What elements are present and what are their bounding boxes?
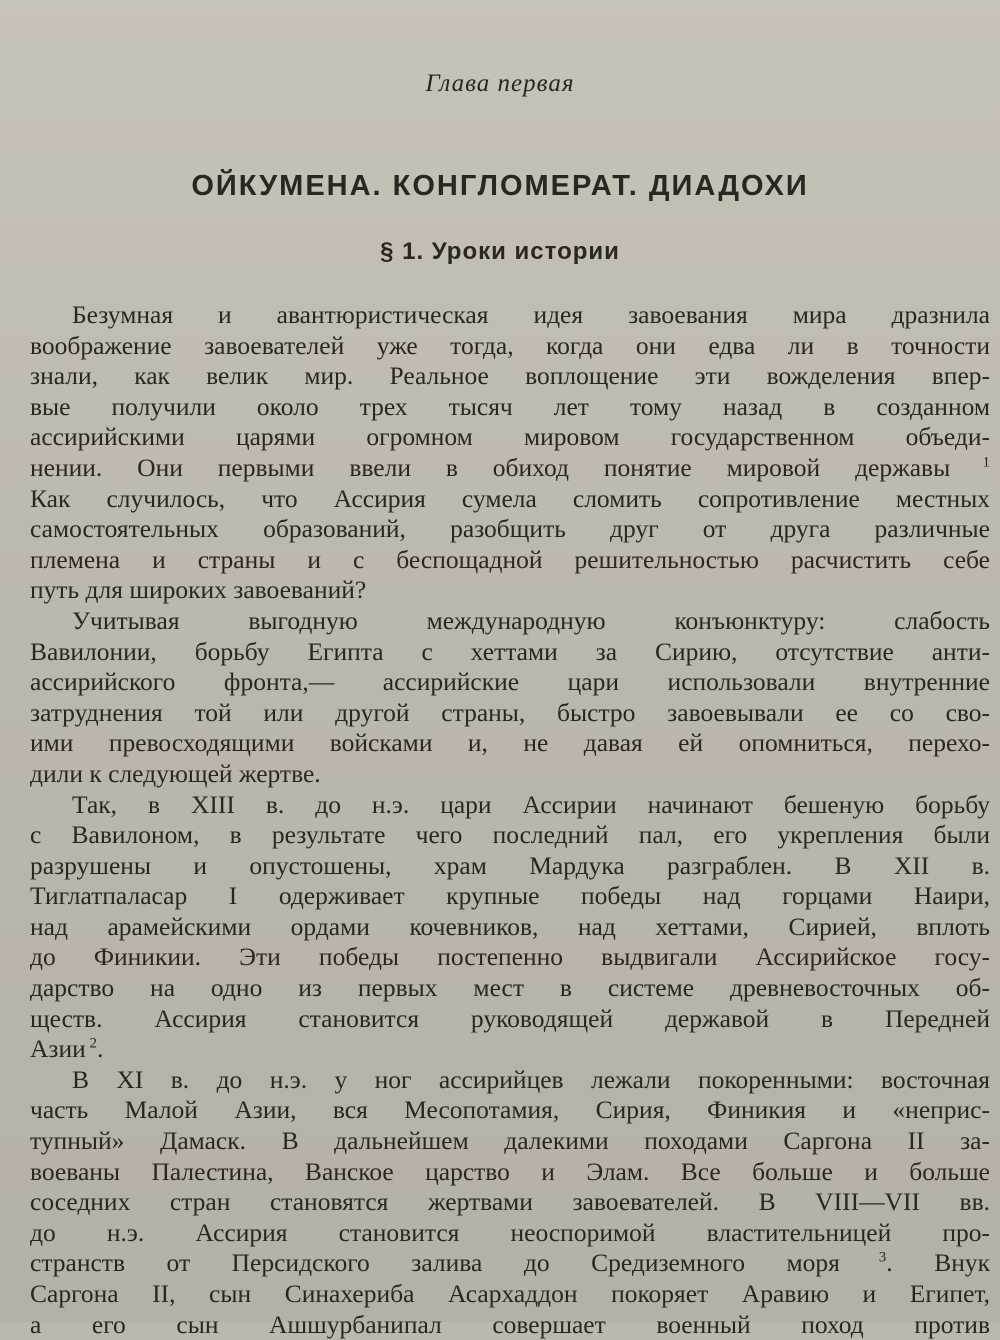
footnote-marker: 1 bbox=[950, 454, 990, 471]
text-line bbox=[30, 1065, 990, 1096]
text-line bbox=[30, 361, 990, 392]
text-line-content: Вавилонии, борьбу Египта с хеттами за Сирию, отсутствие анти- bbox=[30, 636, 990, 666]
text-line-content: Саргона II, сын Синахериба Асархаддон покоряет Аравию и Египет, bbox=[30, 1279, 990, 1308]
text-line-content: разрушены и опустошены, храм Мардука разграблен. В XII в. bbox=[30, 850, 990, 880]
text-line bbox=[30, 453, 990, 484]
text-line-content: странств от Персидского залива до Средиземного моря bbox=[30, 1248, 840, 1278]
text-line bbox=[30, 912, 990, 943]
text-line bbox=[30, 1310, 990, 1340]
text-line-content: самостоятельных образований, разобщить друг от друга различные bbox=[30, 514, 990, 544]
text-line bbox=[30, 1126, 990, 1157]
text-line-content: Как случилось, что Ассирия сумела сломить сопротивление местных bbox=[30, 483, 990, 513]
text-line bbox=[30, 881, 990, 912]
text-line-content: до н.э. Ассирия становится неоспоримой властительницей про- bbox=[30, 1217, 990, 1247]
text-line-content: ассирийскими царями огромном мировом государственном объеди- bbox=[30, 422, 990, 452]
text-line-content: соседних стран становятся жертвами завоевателей. В VIII—VII вв. bbox=[30, 1187, 990, 1217]
text-line bbox=[30, 1004, 990, 1035]
text-line bbox=[30, 300, 990, 331]
text-line bbox=[30, 851, 990, 882]
text-line-content: с Вавилоном, в результате чего последний пал, его укрепления были bbox=[30, 820, 990, 850]
text-line bbox=[30, 1157, 990, 1188]
text-line bbox=[30, 545, 990, 576]
text-line-content: В XI в. до н.э. у ног ассирийцев лежали покоренными: восточная bbox=[72, 1064, 990, 1094]
text-line-content: Учитывая выгодную международную конъюнктуру: слабость bbox=[72, 605, 990, 635]
text-line-content: над арамейскими ордами кочевников, над хеттами, Сирией, вплоть bbox=[30, 911, 990, 941]
main-title: ОЙКУМЕНА. КОНГЛОМЕРАТ. ДИАДОХИ bbox=[191, 170, 809, 202]
text-line-tail: . bbox=[97, 1034, 104, 1064]
text-line bbox=[30, 637, 990, 668]
text-line bbox=[30, 484, 990, 515]
text-line bbox=[30, 1279, 990, 1310]
text-line bbox=[30, 575, 990, 606]
text-line bbox=[30, 1034, 990, 1065]
text-line bbox=[30, 1187, 990, 1218]
text-line bbox=[30, 1095, 990, 1126]
text-line-content: Безумная и авантюристическая идея завоевания мира дразнила bbox=[72, 300, 990, 329]
text-line-content: тупный» Дамаск. В дальнейшем далекими походами Саргона II за- bbox=[30, 1126, 990, 1156]
text-line-content: дили к следующей жертве. bbox=[30, 758, 321, 788]
text-line-content: нении. Они первыми ввели в обиход понятие мировой державы bbox=[30, 452, 951, 482]
text-line-content: воображение завоевателей уже тогда, когда они едва ли в точности bbox=[30, 330, 990, 360]
text-line-content: ществ. Ассирия становится руководящей державой в Передней bbox=[30, 1003, 990, 1033]
text-line-content: дарство на одно из первых мест в системе древневосточных об- bbox=[30, 973, 990, 1003]
text-line-content: до Финикии. Эти победы постепенно выдвигали Ассирийское госу- bbox=[30, 942, 990, 972]
body-text bbox=[30, 300, 990, 1340]
footnote-marker: 2 bbox=[85, 1035, 98, 1052]
section-title: § 1. Уроки истории bbox=[380, 238, 620, 265]
text-line-content: путь для широких завоеваний? bbox=[30, 575, 367, 605]
text-line bbox=[30, 1248, 990, 1279]
text-line-content: Азии bbox=[30, 1034, 86, 1064]
text-line-content: ими превосходящими войсками и, не давая ей опомниться, перехо- bbox=[30, 728, 990, 758]
text-line-content: воеваны Палестина, Ванское царство и Элам. Все больше и больше bbox=[30, 1156, 990, 1186]
text-line bbox=[30, 728, 990, 759]
text-line-content: затруднения той или другой страны, быстро завоевывали ее со сво- bbox=[30, 697, 990, 727]
text-line bbox=[30, 698, 990, 729]
text-line bbox=[30, 942, 990, 973]
text-line-content: а его сын Ашшурбанипал совершает военный поход против bbox=[30, 1309, 990, 1339]
text-line-tail: . Внук bbox=[886, 1248, 990, 1278]
text-line bbox=[30, 790, 990, 821]
text-line bbox=[30, 1218, 990, 1249]
text-line-content: Так, в XIII в. до н.э. цари Ассирии начинают бешеную борьбу bbox=[72, 789, 990, 819]
text-line-content: ассирийского фронта,— ассирийские цари использовали внутренние bbox=[30, 667, 990, 697]
text-line bbox=[30, 759, 990, 790]
footnote-marker: 3 bbox=[839, 1249, 887, 1266]
text-line bbox=[30, 973, 990, 1004]
text-line bbox=[30, 606, 990, 637]
text-line bbox=[30, 331, 990, 362]
text-line bbox=[30, 392, 990, 423]
text-line bbox=[30, 514, 990, 545]
text-line-content: знали, как велик мир. Реальное воплощение эти вожделения впер- bbox=[30, 361, 990, 391]
text-line bbox=[30, 820, 990, 851]
chapter-heading: Глава первая bbox=[425, 70, 575, 97]
text-line-content: вые получили около трех тысяч лет тому назад в созданном bbox=[30, 391, 990, 421]
text-line-content: часть Малой Азии, вся Месопотамия, Сирия, Финикия и «неприс- bbox=[30, 1095, 990, 1125]
text-line bbox=[30, 667, 990, 698]
text-line-content: племена и страны и с беспощадной решительностью расчистить себе bbox=[30, 544, 990, 574]
text-line bbox=[30, 422, 990, 453]
text-line-content: Тиглатпаласар I одерживает крупные победы над горцами Наири, bbox=[30, 881, 990, 911]
